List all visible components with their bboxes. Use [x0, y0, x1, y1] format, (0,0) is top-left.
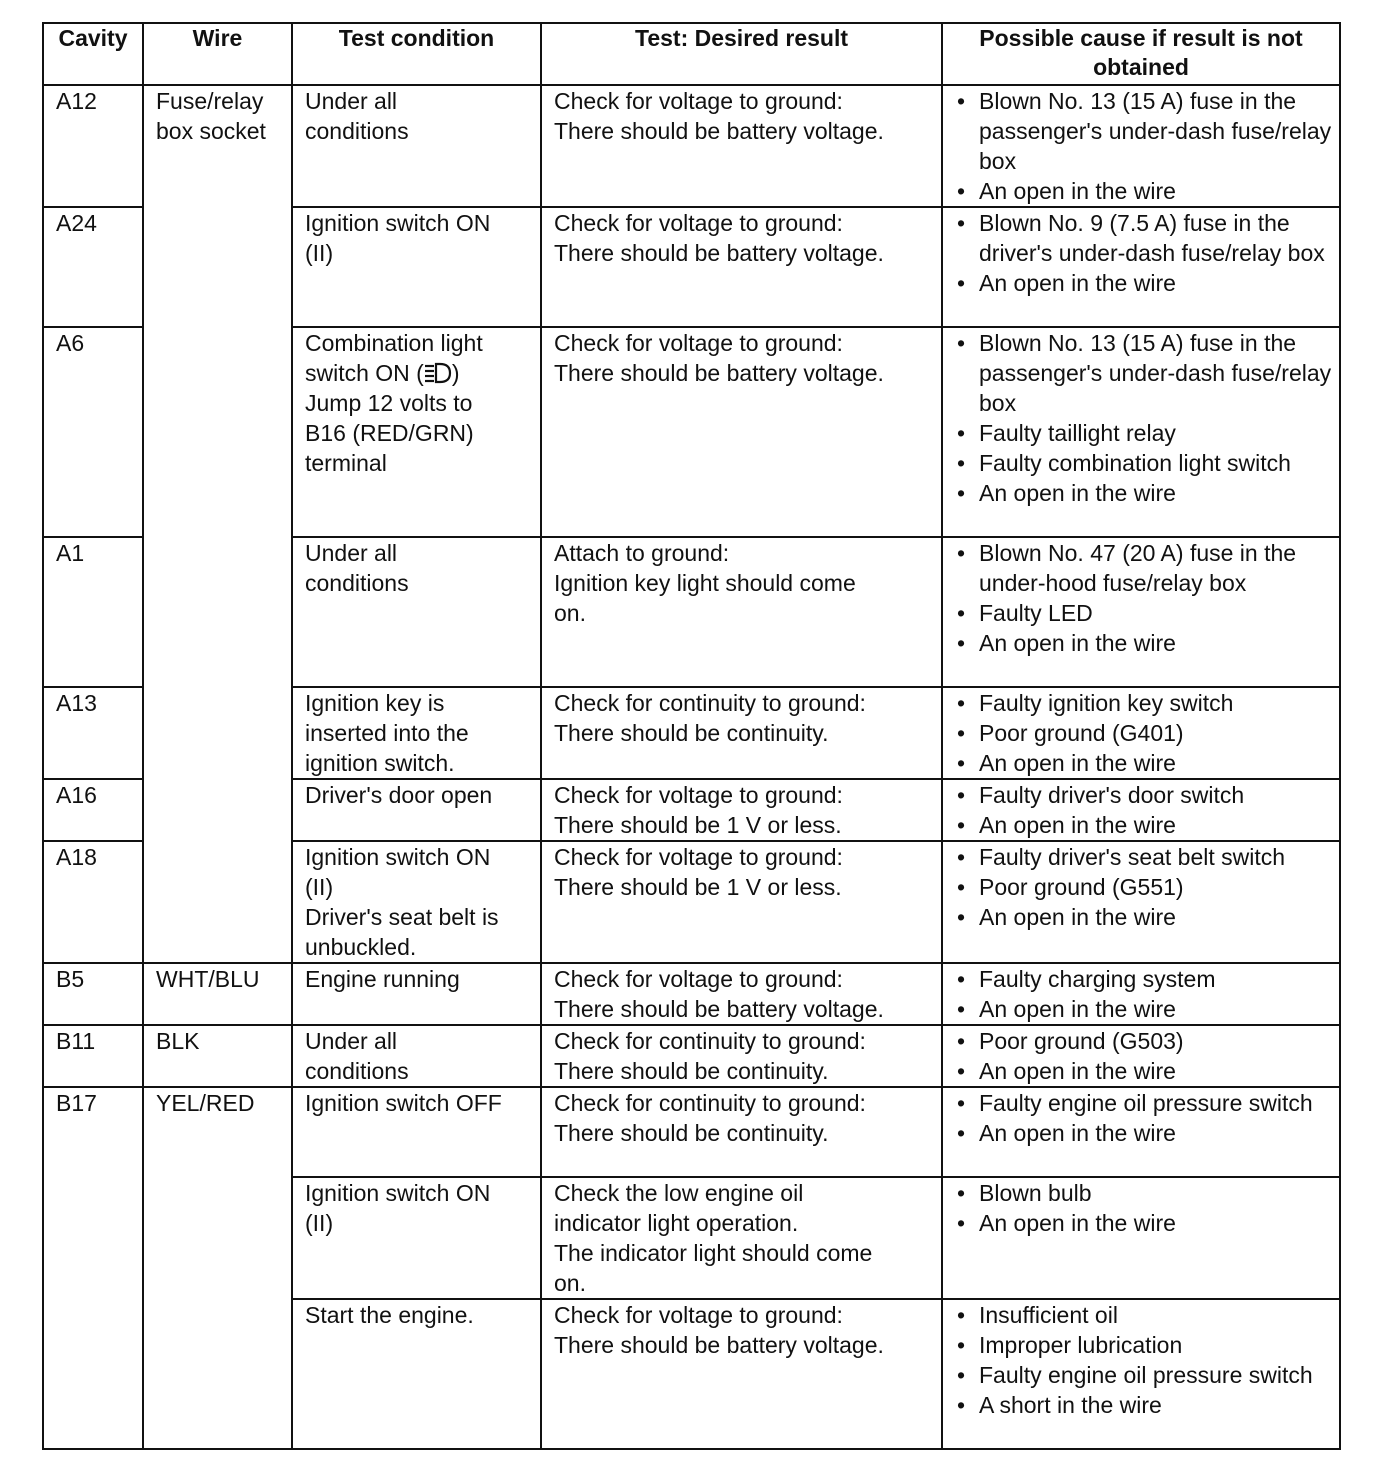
condition-cell — [292, 85, 541, 207]
condition-line: Ignition switch OFF — [305, 1090, 502, 1116]
result-line: There should be 1 V or less. — [554, 874, 842, 900]
cause-list — [955, 1300, 1333, 1420]
table-row — [43, 1025, 1340, 1087]
result-line: There should be battery voltage. — [554, 996, 884, 1022]
result-line: Ignition key light should come — [554, 570, 856, 596]
result-line: Check for voltage to ground: — [554, 966, 843, 992]
result-cell — [541, 687, 942, 779]
cause-cell — [942, 85, 1340, 207]
cause-list — [955, 1178, 1333, 1238]
cause-item: • An open in the wire — [955, 176, 1333, 206]
cause-cell — [942, 963, 1340, 1025]
cause-item: • Faulty engine oil pressure switch — [955, 1360, 1333, 1390]
table-row — [43, 963, 1340, 1025]
condition-line: (II) — [305, 240, 334, 266]
condition-line: conditions — [305, 118, 409, 144]
header-possible-cause: Possible cause if result is not obtained — [942, 23, 1340, 85]
result-line: There should be battery voltage. — [554, 360, 884, 386]
result-line: on. — [554, 1270, 586, 1296]
cause-item: • Blown No. 9 (7.5 A) fuse in the driver's under-dash fuse/relay box — [955, 208, 1333, 268]
cause-item: • Faulty charging system — [955, 964, 1333, 994]
condition-line: Driver's door open — [305, 782, 493, 808]
header-desired-result: Test: Desired result — [541, 23, 942, 85]
condition-line: Jump 12 volts to — [305, 390, 473, 416]
cause-item: • An open in the wire — [955, 1208, 1333, 1238]
cause-item: • An open in the wire — [955, 902, 1333, 932]
result-line: indicator light operation. — [554, 1210, 799, 1236]
result-line: Check for continuity to ground: — [554, 1090, 866, 1116]
result-line: Check the low engine oil — [554, 1180, 804, 1206]
result-line: on. — [554, 600, 586, 626]
result-line: Check for voltage to ground: — [554, 210, 843, 236]
condition-cell — [292, 1025, 541, 1087]
table-row — [43, 85, 1340, 207]
cavity-cell: A18 — [43, 841, 143, 963]
result-cell — [541, 85, 942, 207]
cause-list — [955, 842, 1333, 932]
result-cell — [541, 779, 942, 841]
wire-cell: YEL/RED — [143, 1087, 292, 1449]
cause-item: • Poor ground (G401) — [955, 718, 1333, 748]
result-cell — [541, 1299, 942, 1449]
header-cavity: Cavity — [43, 23, 143, 85]
condition-line: conditions — [305, 1058, 409, 1084]
result-cell — [541, 963, 942, 1025]
condition-line: Under all — [305, 88, 398, 114]
cause-item: • Faulty driver's door switch — [955, 780, 1333, 810]
condition-cell — [292, 779, 541, 841]
result-line: There should be continuity. — [554, 1058, 829, 1084]
condition-line: terminal — [305, 450, 387, 476]
cause-cell — [942, 687, 1340, 779]
cause-item: • Blown No. 13 (15 A) fuse in the passenger's under-dash fuse/relay box — [955, 328, 1333, 418]
result-line: There should be 1 V or less. — [554, 812, 842, 838]
cause-item: • An open in the wire — [955, 478, 1333, 508]
header-test-condition: Test condition — [292, 23, 541, 85]
cause-item: • Insufficient oil — [955, 1300, 1333, 1330]
result-cell — [541, 1177, 942, 1299]
result-cell — [541, 1025, 942, 1087]
condition-line: conditions — [305, 570, 409, 596]
condition-cell — [292, 1087, 541, 1177]
light-switch-symbol-icon — [424, 362, 452, 384]
result-line: Check for voltage to ground: — [554, 844, 843, 870]
condition-line: Engine running — [305, 966, 460, 992]
cause-cell — [942, 1025, 1340, 1087]
cause-list — [955, 1026, 1333, 1086]
cause-cell — [942, 1299, 1340, 1449]
cause-item: • Blown bulb — [955, 1178, 1333, 1208]
cavity-cell: B5 — [43, 963, 143, 1025]
result-line: The indicator light should come — [554, 1240, 873, 1266]
result-cell — [541, 537, 942, 687]
cavity-cell: A24 — [43, 207, 143, 327]
result-cell — [541, 1087, 942, 1177]
condition-line: Under all — [305, 540, 398, 566]
condition-switch-end: ) — [451, 360, 460, 386]
cause-item: • Faulty engine oil pressure switch — [955, 1088, 1333, 1118]
condition-line: B16 (RED/GRN) — [305, 420, 474, 446]
condition-cell — [292, 327, 541, 537]
cause-item: • A short in the wire — [955, 1390, 1333, 1420]
cause-item: • Poor ground (G551) — [955, 872, 1333, 902]
cavity-cell: A13 — [43, 687, 143, 779]
wire-cell: BLK — [143, 1025, 292, 1087]
cause-item: • An open in the wire — [955, 628, 1333, 658]
condition-line: Ignition switch ON — [305, 210, 491, 236]
cause-item: • An open in the wire — [955, 268, 1333, 298]
cause-cell — [942, 207, 1340, 327]
result-line: Check for voltage to ground: — [554, 782, 843, 808]
condition-line: Ignition key is — [305, 690, 445, 716]
condition-line: (II) — [305, 1210, 334, 1236]
cause-item: • Faulty LED — [955, 598, 1333, 628]
result-line: There should be continuity. — [554, 1120, 829, 1146]
condition-line: Ignition switch ON — [305, 1180, 491, 1206]
result-line: There should be battery voltage. — [554, 1332, 884, 1358]
condition-line: Combination light — [305, 330, 483, 356]
condition-cell — [292, 841, 541, 963]
cause-item: • Faulty driver's seat belt switch — [955, 842, 1333, 872]
condition-line — [305, 358, 534, 388]
condition-line: Start the engine. — [305, 1302, 474, 1328]
result-line: Check for voltage to ground: — [554, 330, 843, 356]
cause-cell — [942, 327, 1340, 537]
result-line: There should be battery voltage. — [554, 118, 884, 144]
result-line: Check for voltage to ground: — [554, 88, 843, 114]
cause-cell — [942, 537, 1340, 687]
cavity-cell: A16 — [43, 779, 143, 841]
cause-item: • An open in the wire — [955, 748, 1333, 778]
result-line: There should be battery voltage. — [554, 240, 884, 266]
table-row — [43, 1087, 1340, 1177]
cause-list — [955, 328, 1333, 508]
cause-cell — [942, 1177, 1340, 1299]
cause-item: • Improper lubrication — [955, 1330, 1333, 1360]
cause-list — [955, 1088, 1333, 1148]
condition-switch-text: switch ON ( — [305, 360, 424, 386]
cavity-cell: A6 — [43, 327, 143, 537]
header-row — [43, 23, 1340, 85]
condition-cell — [292, 1299, 541, 1449]
cause-item: • An open in the wire — [955, 1118, 1333, 1148]
condition-line: inserted into the — [305, 720, 469, 746]
result-line: Check for continuity to ground: — [554, 1028, 866, 1054]
condition-cell — [292, 1177, 541, 1299]
condition-cell — [292, 207, 541, 327]
cause-list — [955, 538, 1333, 658]
result-cell — [541, 841, 942, 963]
result-line: Attach to ground: — [554, 540, 730, 566]
condition-line: unbuckled. — [305, 934, 417, 960]
condition-cell — [292, 963, 541, 1025]
cavity-cell: A1 — [43, 537, 143, 687]
result-cell — [541, 327, 942, 537]
condition-line: Driver's seat belt is — [305, 904, 499, 930]
cause-item: • An open in the wire — [955, 994, 1333, 1024]
condition-line: (II) — [305, 874, 334, 900]
cause-item: • Blown No. 47 (20 A) fuse in the under-hood fuse/relay box — [955, 538, 1333, 598]
cause-item: • Faulty ignition key switch — [955, 688, 1333, 718]
result-line: There should be continuity. — [554, 720, 829, 746]
cavity-cell: A12 — [43, 85, 143, 207]
cause-list — [955, 780, 1333, 840]
condition-cell — [292, 687, 541, 779]
cause-cell — [942, 841, 1340, 963]
cause-item: • An open in the wire — [955, 1056, 1333, 1086]
continuity-test-table — [42, 22, 1341, 1450]
wire-cell: WHT/BLU — [143, 963, 292, 1025]
cause-cell — [942, 779, 1340, 841]
cause-item: • An open in the wire — [955, 810, 1333, 840]
cause-item: • Faulty taillight relay — [955, 418, 1333, 448]
cause-item: • Blown No. 13 (15 A) fuse in the passenger's under-dash fuse/relay box — [955, 86, 1333, 176]
condition-line: Ignition switch ON — [305, 844, 491, 870]
cause-cell — [942, 1087, 1340, 1177]
cavity-cell: B17 — [43, 1087, 143, 1449]
condition-cell — [292, 537, 541, 687]
result-cell — [541, 207, 942, 327]
header-wire: Wire — [143, 23, 292, 85]
result-line: Check for continuity to ground: — [554, 690, 866, 716]
condition-line: ignition switch. — [305, 750, 455, 776]
cause-list — [955, 688, 1333, 778]
cause-list — [955, 86, 1333, 206]
cause-item: • Poor ground (G503) — [955, 1026, 1333, 1056]
cause-list — [955, 964, 1333, 1024]
cause-item: • Faulty combination light switch — [955, 448, 1333, 478]
wire-cell: Fuse/relay box socket — [143, 85, 292, 963]
result-line: Check for voltage to ground: — [554, 1302, 843, 1328]
condition-line: Under all — [305, 1028, 398, 1054]
cavity-cell: B11 — [43, 1025, 143, 1087]
cause-list — [955, 208, 1333, 298]
